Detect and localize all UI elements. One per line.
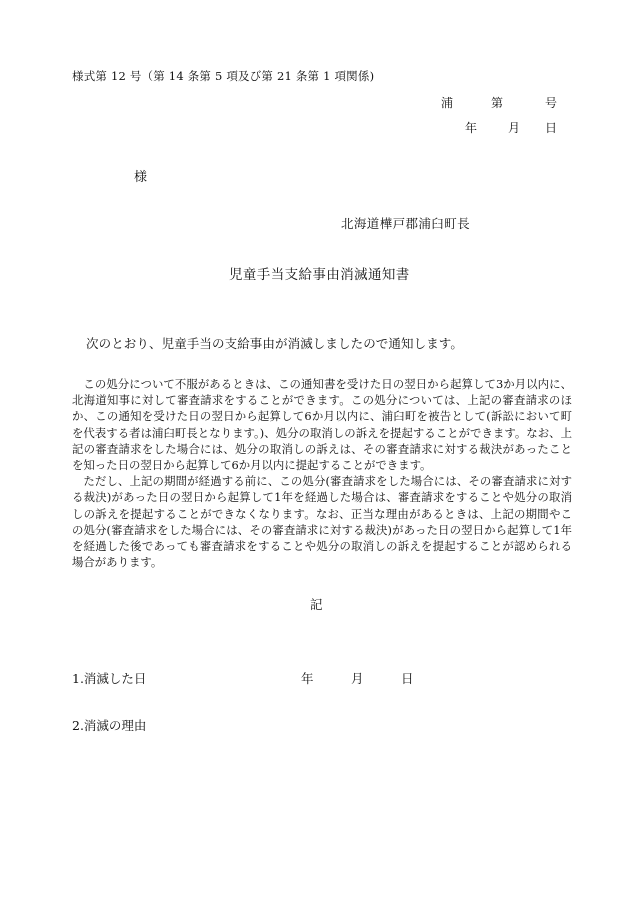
document-title: 児童手当支給事由消滅通知書 <box>229 267 410 283</box>
item-1-month: 月 <box>351 671 364 686</box>
date-month: 月 <box>508 121 521 135</box>
item-1-day: 日 <box>401 671 414 686</box>
appeal-notice-paragraph-1: この処分について不服があるときは、この通知書を受けた日の翌日から起算して3か月以内に、北海道知事に対して審査請求をすることができます。この処分については、上記の審査請求のほか、この通知を受けた日の翌日から起算して6か月以内に、浦臼町を被告として(訴訟において町を代表する者は浦臼町長となります。)、処分の取消しの訴えを提起することができます。なお、上記の審査請求をした場合には、処分の取消しの訴えは、その審査請求に対する裁決があったことを知った日の翌日から起算して6か月以内に提起することができます。 <box>72 377 572 473</box>
item-2-label: 2.消滅の理由 <box>72 718 147 733</box>
item-1-label: 1.消滅した日 <box>72 671 147 686</box>
intro-sentence: 次のとおり、児童手当の支給事由が消滅しましたので通知します。 <box>86 336 464 351</box>
appeal-notice <box>72 376 572 570</box>
recipient-honorific: 様 <box>134 170 148 185</box>
item-1-year: 年 <box>301 671 314 686</box>
date-day: 日 <box>545 121 558 135</box>
docno-prefix: 浦 <box>441 96 454 110</box>
docno-go: 号 <box>545 96 558 110</box>
date-year: 年 <box>465 121 478 135</box>
form-number: 様式第 12 号（第 14 条第 5 項及び第 21 条第 1 項関係) <box>72 69 375 83</box>
issuer-name: 北海道樺戸郡浦臼町長 <box>341 216 471 231</box>
docno-dai: 第 <box>491 96 504 110</box>
ki-heading: 記 <box>310 597 323 612</box>
appeal-notice-paragraph-2: ただし、上記の期間が経過する前に、この処分(審査請求をした場合には、その審査請求に対する裁決)があった日の翌日から起算して1年を経過した場合は、審査請求をすることや処分の取消しの訴えを提起することができなくなります。なお、正当な理由があるときは、上記の期間やこの処分(審査請求をした場合には、その審査請求に対する裁決)があった日の翌日から起算して1年を経過した後であっても審査請求をすることや処分の取消しの訴えを提起することが認められる場合があります。 <box>72 474 572 570</box>
